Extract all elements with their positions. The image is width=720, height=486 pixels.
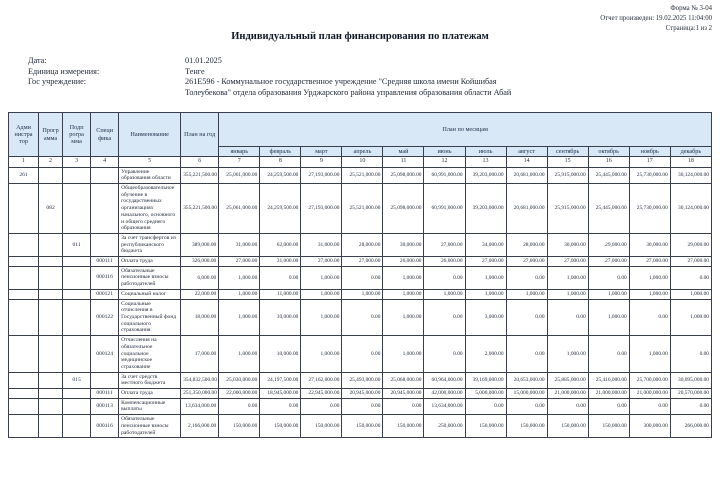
cell-subprogram	[63, 389, 91, 399]
cell-month-value: 27,193,000.00	[301, 184, 342, 234]
cell-month-value: 20,945,000.00	[383, 389, 424, 399]
cell-month-value: 20,681,000.00	[506, 167, 547, 183]
cell-month-value: 1,000.00	[383, 336, 424, 373]
cell-month-value: 0.00	[219, 398, 260, 414]
cell-month-value: 0.00	[588, 266, 629, 289]
cell-administrator	[9, 233, 39, 256]
cell-month-value: 1,000.00	[547, 266, 588, 289]
cell-month-value: 20,653,000.00	[506, 372, 547, 388]
cell-month-value: 27,162,000.00	[301, 372, 342, 388]
cell-month-value: 0.00	[301, 398, 342, 414]
cell-month-value: 0.00	[588, 336, 629, 373]
date-value: 01.01.2025	[185, 56, 222, 65]
month-header: январь	[219, 147, 260, 157]
cell-subprogram: 011	[63, 233, 91, 256]
cell-specifics: 000124	[91, 336, 119, 373]
cell-month-value: 1,000.00	[629, 289, 670, 299]
cell-month-value: 1,000.00	[547, 336, 588, 373]
cell-program	[39, 398, 63, 414]
cell-month-value: 27,000.00	[424, 233, 465, 256]
cell-name: Общеобразовательное обучение в государственных организациях начального, основного и общего среднего образования	[119, 184, 181, 234]
cell-year-plan: 22,000.00	[181, 289, 219, 299]
cell-month-value: 25,098,000.00	[383, 184, 424, 234]
cell-month-value: 11,000.00	[260, 289, 301, 299]
cell-month-value: 150,000.00	[260, 415, 301, 438]
month-header: декабрь	[670, 147, 711, 157]
cell-month-value: 22,945,000.00	[301, 389, 342, 399]
cell-administrator	[9, 372, 39, 388]
cell-month-value: 25,061,000.00	[219, 167, 260, 183]
cell-subprogram	[63, 336, 91, 373]
cell-program	[39, 289, 63, 299]
cell-month-value: 30,000.00	[547, 233, 588, 256]
cell-specifics: 000116	[91, 266, 119, 289]
form-number: Форма № 3-04	[670, 5, 712, 12]
cell-month-value: 150,000.00	[301, 415, 342, 438]
header-row-main	[9, 113, 712, 147]
cell-program	[39, 266, 63, 289]
table-row	[9, 266, 712, 289]
cell-month-value: 25,915,000.00	[547, 167, 588, 183]
table-row	[9, 167, 712, 183]
cell-month-value: 27,000.00	[629, 257, 670, 267]
cell-month-value: 60,991,000.00	[424, 184, 465, 234]
column-number: 2	[39, 157, 63, 167]
table-row	[9, 372, 712, 388]
table-row	[9, 389, 712, 399]
month-header: май	[383, 147, 424, 157]
cell-subprogram	[63, 167, 91, 183]
cell-month-value: 0.00	[547, 299, 588, 336]
cell-month-value: 25,030,000.00	[219, 372, 260, 388]
cell-month-value: 26,000.00	[424, 257, 465, 267]
cell-month-value: 0.00	[342, 398, 383, 414]
cell-month-value: 25,730,000.00	[629, 184, 670, 234]
cell-month-value: 27,000.00	[670, 257, 711, 267]
cell-month-value: 1,000.00	[301, 266, 342, 289]
cell-month-value: 30,124,000.00	[670, 184, 711, 234]
cell-subprogram	[63, 257, 91, 267]
cell-specifics: 000111	[91, 389, 119, 399]
institution-value: 261E596 - Коммунальное государственное учреждение "Средняя школа имени Койшибая Толеубекова" отдела образования Урджарского района управления образования области Абай	[185, 77, 512, 97]
cell-year-plan: 354,832,500.00	[181, 372, 219, 388]
cell-month-value: 1,000.00	[465, 266, 506, 289]
cell-month-value: 1,000.00	[301, 289, 342, 299]
cell-month-value: 266,000.00	[670, 415, 711, 438]
cell-month-value: 1,000.00	[383, 299, 424, 336]
column-number: 4	[91, 157, 119, 167]
cell-month-value: 39,169,000.00	[465, 372, 506, 388]
cell-year-plan: 6,000.00	[181, 266, 219, 289]
cell-month-value: 5,000,000.00	[465, 389, 506, 399]
cell-specifics	[91, 184, 119, 234]
cell-month-value: 27,000.00	[465, 257, 506, 267]
cell-month-value: 27,000.00	[588, 257, 629, 267]
cell-month-value: 0.00	[342, 336, 383, 373]
cell-month-value: 31,000.00	[260, 257, 301, 267]
cell-month-value: 15,000,000.00	[506, 389, 547, 399]
table-row	[9, 299, 712, 336]
column-number: 5	[119, 157, 181, 167]
cell-month-value: 0.00	[424, 266, 465, 289]
cell-month-value: 1,000.00	[588, 299, 629, 336]
month-header: март	[301, 147, 342, 157]
cell-month-value: 0.00	[506, 398, 547, 414]
cell-month-value: 25,700,000.00	[629, 372, 670, 388]
institution-label: Гос учреждение:	[28, 77, 87, 87]
cell-name: За счет трансфертов из республиканского бюджета	[119, 233, 181, 256]
cell-month-value: 28,000.00	[506, 233, 547, 256]
column-number: 12	[424, 157, 465, 167]
unit-label: Единица измерения:	[28, 66, 100, 76]
column-header-3: Подп рогра мма	[63, 113, 91, 157]
cell-name: Обязательные пенсионные взносы работодателей	[119, 266, 181, 289]
cell-month-value: 1,000.00	[342, 289, 383, 299]
finance-plan-table	[8, 112, 712, 438]
cell-month-value: 27,193,000.00	[301, 167, 342, 183]
cell-month-value: 20,570,000.00	[670, 389, 711, 399]
cell-month-value: 24,259,500.00	[260, 184, 301, 234]
cell-month-value: 0.00	[506, 336, 547, 373]
cell-month-value: 1,000.00	[219, 266, 260, 289]
table-row	[9, 398, 712, 414]
cell-month-value: 26,000.00	[383, 257, 424, 267]
cell-month-value: 150,000.00	[219, 415, 260, 438]
cell-month-value: 28,000.00	[342, 233, 383, 256]
cell-program	[39, 372, 63, 388]
cell-specifics: 000111	[91, 257, 119, 267]
cell-month-value: 25,061,000.00	[219, 184, 260, 234]
cell-year-plan: 13,634,000.00	[181, 398, 219, 414]
column-number: 14	[506, 157, 547, 167]
cell-subprogram	[63, 415, 91, 438]
table-row	[9, 233, 712, 256]
column-number: 13	[465, 157, 506, 167]
cell-month-value: 25,493,000.00	[342, 372, 383, 388]
cell-month-value: 27,000.00	[342, 257, 383, 267]
meta-row-date	[28, 56, 568, 67]
cell-month-value: 1,000.00	[424, 289, 465, 299]
cell-month-value: 21,000,000.00	[588, 389, 629, 399]
cell-month-value: 0.00	[506, 266, 547, 289]
cell-month-value: 30,000.00	[629, 233, 670, 256]
column-number: 18	[670, 157, 711, 167]
cell-year-plan: 18,000.00	[181, 299, 219, 336]
cell-month-value: 3,000.00	[465, 299, 506, 336]
cell-year-plan: 355,221,500.00	[181, 184, 219, 234]
cell-month-value: 1,000.00	[670, 299, 711, 336]
cell-month-value: 0.00	[260, 398, 301, 414]
cell-specifics: 000122	[91, 299, 119, 336]
column-header-2: Прогр амма	[39, 113, 63, 157]
cell-month-value: 25,068,000.00	[383, 372, 424, 388]
column-header-5: Наименование	[119, 113, 181, 157]
cell-name: Социальный налог	[119, 289, 181, 299]
month-header: февраль	[260, 147, 301, 157]
table-row	[9, 184, 712, 234]
cell-month-value: 0.00	[465, 398, 506, 414]
cell-month-value: 1,000.00	[506, 289, 547, 299]
column-number: 15	[547, 157, 588, 167]
report-meta-block	[600, 4, 712, 34]
cell-month-value: 2,000.00	[465, 336, 506, 373]
cell-month-value: 1,000.00	[219, 336, 260, 373]
table-row	[9, 257, 712, 267]
cell-month-value: 10,000.00	[260, 299, 301, 336]
column-number: 17	[629, 157, 670, 167]
cell-month-value: 25,915,000.00	[547, 184, 588, 234]
cell-month-value: 25,098,000.00	[383, 167, 424, 183]
cell-subprogram	[63, 289, 91, 299]
cell-month-value: 1,000.00	[219, 299, 260, 336]
cell-month-value: 0.00	[547, 398, 588, 414]
cell-name: Компенсационные выплаты	[119, 398, 181, 414]
month-header: октябрь	[588, 147, 629, 157]
cell-program	[39, 233, 63, 256]
cell-month-value: 42,000,000.00	[424, 389, 465, 399]
cell-month-value: 1,000.00	[465, 289, 506, 299]
page-number: Страница:1 из 2	[665, 24, 712, 32]
table-head	[9, 113, 712, 168]
cell-subprogram	[63, 299, 91, 336]
cell-name: Социальные отчисления в Государственный фонд социального страхования	[119, 299, 181, 336]
cell-month-value: 150,000.00	[506, 415, 547, 438]
column-number: 8	[260, 157, 301, 167]
cell-year-plan: 2,166,000.00	[181, 415, 219, 438]
month-header: июль	[465, 147, 506, 157]
meta-row-institution	[28, 77, 568, 98]
cell-month-value: 27,000.00	[547, 257, 588, 267]
unit-value: Тенге	[185, 66, 205, 76]
cell-program	[39, 299, 63, 336]
cell-year-plan: 326,000.00	[181, 257, 219, 267]
column-header-6: План на год	[181, 113, 219, 157]
cell-month-value: 24,197,500.00	[260, 372, 301, 388]
cell-month-value: 31,000.00	[301, 233, 342, 256]
cell-program	[39, 336, 63, 373]
cell-administrator	[9, 289, 39, 299]
cell-administrator	[9, 336, 39, 373]
column-number-row	[9, 157, 712, 167]
column-number: 1	[9, 157, 39, 167]
cell-month-value: 1,000.00	[383, 289, 424, 299]
cell-month-value: 0.00	[383, 398, 424, 414]
cell-month-value: 27,000.00	[301, 257, 342, 267]
cell-month-value: 0.00	[670, 398, 711, 414]
cell-month-value: 29,000.00	[670, 233, 711, 256]
cell-month-value: 0.00	[670, 336, 711, 373]
cell-administrator: 261	[9, 167, 39, 183]
cell-month-value: 30,000.00	[383, 233, 424, 256]
cell-specifics: 000113	[91, 398, 119, 414]
cell-month-value: 27,000.00	[219, 257, 260, 267]
cell-month-value: 24,259,500.00	[260, 167, 301, 183]
cell-month-value: 1,000.00	[588, 289, 629, 299]
cell-month-value: 25,885,000.00	[547, 372, 588, 388]
column-number: 3	[63, 157, 91, 167]
cell-month-value: 1,000.00	[301, 336, 342, 373]
column-number: 7	[219, 157, 260, 167]
cell-name: Отчисления на обязательное социальное медицинское страхование	[119, 336, 181, 373]
cell-month-value: 25,521,000.00	[342, 184, 383, 234]
cell-month-value: 1,000.00	[383, 266, 424, 289]
page-title: Индивидуальный план финансирования по платежам	[231, 31, 489, 42]
cell-specifics	[91, 372, 119, 388]
cell-month-value: 25,445,000.00	[588, 184, 629, 234]
cell-month-value: 34,000.00	[465, 233, 506, 256]
cell-month-value: 30,124,000.00	[670, 167, 711, 183]
cell-program	[39, 415, 63, 438]
column-number: 9	[301, 157, 342, 167]
cell-month-value: 0.00	[629, 398, 670, 414]
cell-month-value: 150,000.00	[588, 415, 629, 438]
cell-month-value: 150,000.00	[465, 415, 506, 438]
cell-name: Управление образования области	[119, 167, 181, 183]
cell-month-value: 250,000.00	[424, 415, 465, 438]
cell-year-plan: 355,221,500.00	[181, 167, 219, 183]
cell-month-value: 0.00	[424, 299, 465, 336]
cell-specifics	[91, 167, 119, 183]
month-header: ноябрь	[629, 147, 670, 157]
cell-month-value: 0.00	[342, 266, 383, 289]
cell-month-value: 1,000.00	[629, 266, 670, 289]
cell-month-value: 13,634,000.00	[424, 398, 465, 414]
cell-month-value: 0.00	[506, 299, 547, 336]
cell-administrator	[9, 257, 39, 267]
cell-program	[39, 389, 63, 399]
cell-month-value: 31,000.00	[219, 233, 260, 256]
column-number: 16	[588, 157, 629, 167]
cell-subprogram: 015	[63, 372, 91, 388]
cell-month-value: 1,000.00	[547, 289, 588, 299]
cell-month-value: 29,000.00	[588, 233, 629, 256]
table-row	[9, 336, 712, 373]
column-number: 6	[181, 157, 219, 167]
cell-name: Оплата труда	[119, 389, 181, 399]
cell-month-value: 1,000.00	[301, 299, 342, 336]
cell-administrator	[9, 415, 39, 438]
cell-month-value: 20,945,000.00	[342, 389, 383, 399]
cell-month-value: 18,945,000.00	[260, 389, 301, 399]
cell-specifics: 000121	[91, 289, 119, 299]
cell-specifics: 000116	[91, 415, 119, 438]
cell-month-value: 39,203,000.00	[465, 184, 506, 234]
cell-year-plan: 251,350,000.00	[181, 389, 219, 399]
cell-month-value: 60,964,000.00	[424, 372, 465, 388]
cell-month-value: 0.00	[588, 398, 629, 414]
month-header: сентябрь	[547, 147, 588, 157]
cell-month-value: 1,000.00	[629, 336, 670, 373]
cell-month-value: 20,681,000.00	[506, 184, 547, 234]
cell-month-value: 0.00	[260, 266, 301, 289]
document-meta	[28, 56, 568, 99]
cell-month-value: 25,521,000.00	[342, 167, 383, 183]
column-header-1: Адми нистра тор	[9, 113, 39, 157]
cell-month-value: 0.00	[629, 299, 670, 336]
cell-month-value: 0.00	[342, 299, 383, 336]
cell-administrator	[9, 299, 39, 336]
report-generated-timestamp: Отчет произведен: 19.02.2025 11:04:00	[600, 14, 712, 22]
cell-month-value: 0.00	[424, 336, 465, 373]
cell-month-value: 30,095,000.00	[670, 372, 711, 388]
cell-program	[39, 257, 63, 267]
cell-administrator	[9, 389, 39, 399]
cell-program	[39, 167, 63, 183]
cell-month-value: 27,000.00	[506, 257, 547, 267]
cell-administrator	[9, 184, 39, 234]
cell-month-value: 21,000,000.00	[629, 389, 670, 399]
cell-month-value: 25,730,000.00	[629, 167, 670, 183]
plan-table-body	[9, 167, 712, 438]
cell-name: Оплата труда	[119, 257, 181, 267]
date-label: Дата:	[28, 56, 47, 65]
month-header: июнь	[424, 147, 465, 157]
months-group-header: План по месяцам	[219, 113, 712, 147]
cell-month-value: 0.00	[670, 266, 711, 289]
month-header: апрель	[342, 147, 383, 157]
column-header-4: Специ фика	[91, 113, 119, 157]
cell-month-value: 22,000,000.00	[219, 389, 260, 399]
month-header: август	[506, 147, 547, 157]
cell-administrator	[9, 398, 39, 414]
cell-year-plan: 389,000.00	[181, 233, 219, 256]
cell-administrator	[9, 266, 39, 289]
cell-name: За счет средств местного бюджета	[119, 372, 181, 388]
table-row	[9, 289, 712, 299]
cell-month-value: 25,445,000.00	[588, 167, 629, 183]
cell-month-value: 150,000.00	[383, 415, 424, 438]
cell-name: Обязательные пенсионные взносы работодателей	[119, 415, 181, 438]
meta-row-unit	[28, 67, 568, 78]
cell-month-value: 150,000.00	[342, 415, 383, 438]
column-number: 11	[383, 157, 424, 167]
cell-month-value: 300,000.00	[629, 415, 670, 438]
cell-month-value: 62,000.00	[260, 233, 301, 256]
cell-month-value: 1,000.00	[219, 289, 260, 299]
cell-year-plan: 17,000.00	[181, 336, 219, 373]
cell-specifics	[91, 233, 119, 256]
table-row	[9, 415, 712, 438]
cell-month-value: 10,000.00	[260, 336, 301, 373]
cell-month-value: 60,991,000.00	[424, 167, 465, 183]
cell-month-value: 25,416,000.00	[588, 372, 629, 388]
cell-subprogram	[63, 266, 91, 289]
column-number: 10	[342, 157, 383, 167]
cell-program: 082	[39, 184, 63, 234]
cell-subprogram	[63, 184, 91, 234]
cell-subprogram	[63, 398, 91, 414]
cell-month-value: 150,000.00	[547, 415, 588, 438]
cell-month-value: 39,203,000.00	[465, 167, 506, 183]
cell-month-value: 1,000.00	[670, 289, 711, 299]
cell-month-value: 21,000,000.00	[547, 389, 588, 399]
